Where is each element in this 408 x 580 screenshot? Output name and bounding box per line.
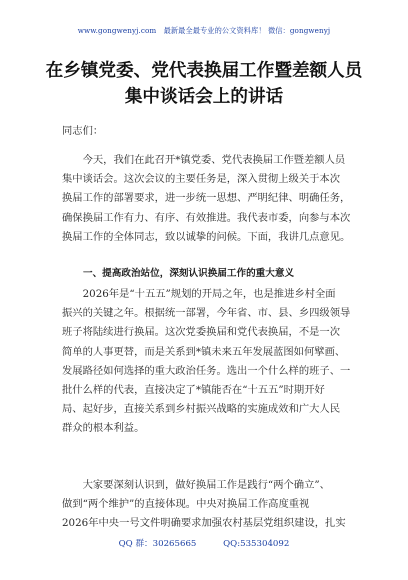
paragraph-line: 振兴的关键之年。根据统一部署，今年省、市、县、乡四级领导 xyxy=(62,307,351,320)
paragraph-line: 群众的根本利益。 xyxy=(62,422,145,435)
paragraph-2 xyxy=(62,285,352,439)
footer-qq-group: QQ 群：30265665 xyxy=(118,539,197,549)
paragraph-line: 做到“两个维护”的直接体现。中央对换届工作高度重视 xyxy=(62,498,310,511)
footer-qq-number: QQ:535304092 xyxy=(223,539,290,549)
title-line-1: 在乡镇党委、党代表换届工作暨差额人员 xyxy=(45,61,363,81)
paragraph-line: 发展路径如何选择的重大政治任务。选出一个什么样的班子、一 xyxy=(62,364,351,377)
paragraph-line: 简单的人事更替，而是关系到*镇未来五年发展蓝图如何擘画、 xyxy=(62,345,346,358)
paragraph-line: 大家要深刻认识到，做好换届工作是践行“两个确立”、 xyxy=(62,479,330,491)
salutation: 同志们： xyxy=(62,125,104,137)
paragraph-line: 2026年中央一号文件明确要求加强农村基层党组织建设，扎实 xyxy=(62,517,346,530)
section-heading-1: 一、提高政治站位，深刻认识换届工作的重大意义 xyxy=(83,268,295,279)
paragraph-line: 集中谈话会。这次会议的主要任务是，深入贯彻上级关于本次 xyxy=(62,173,341,186)
paragraph-line: 班子将陆续进行换届。这次党委换届和党代表换届，不是一次 xyxy=(62,326,341,339)
paragraph-line: 确保换届工作有力、有序、有效推进。我代表市委，向参与本次 xyxy=(62,211,351,224)
page-footer xyxy=(0,537,408,549)
paragraph-line: 局、起好步，直接关系到乡村振兴战略的实施成效和广大人民 xyxy=(62,403,341,416)
paragraph-line: 2026年是“十五五”规划的开局之年，也是推进乡村全面 xyxy=(62,288,336,300)
title-line-2: 集中谈话会上的讲话 xyxy=(124,87,284,107)
paragraph-line: 换届工作的部署要求，进一步统一思想、严明纪律、明确任务， xyxy=(62,192,351,205)
paragraph-1 xyxy=(62,151,352,247)
paragraph-line: 今天，我们在此召开*镇党委、党代表换届工作暨差额人员 xyxy=(62,154,346,166)
page-header-banner: www.gongwenyj.com 最新最全最专业的公文资料库！ 微信：gongwenyj xyxy=(77,26,331,35)
paragraph-3 xyxy=(62,476,352,534)
paragraph-line: 批什么样的代表，直接决定了*镇能否在“十五五”时期开好 xyxy=(62,384,325,397)
paragraph-line: 换届工作的全体同志，致以诚挚的问候。下面，我讲几点意见。 xyxy=(62,230,351,243)
document-title xyxy=(0,58,408,110)
